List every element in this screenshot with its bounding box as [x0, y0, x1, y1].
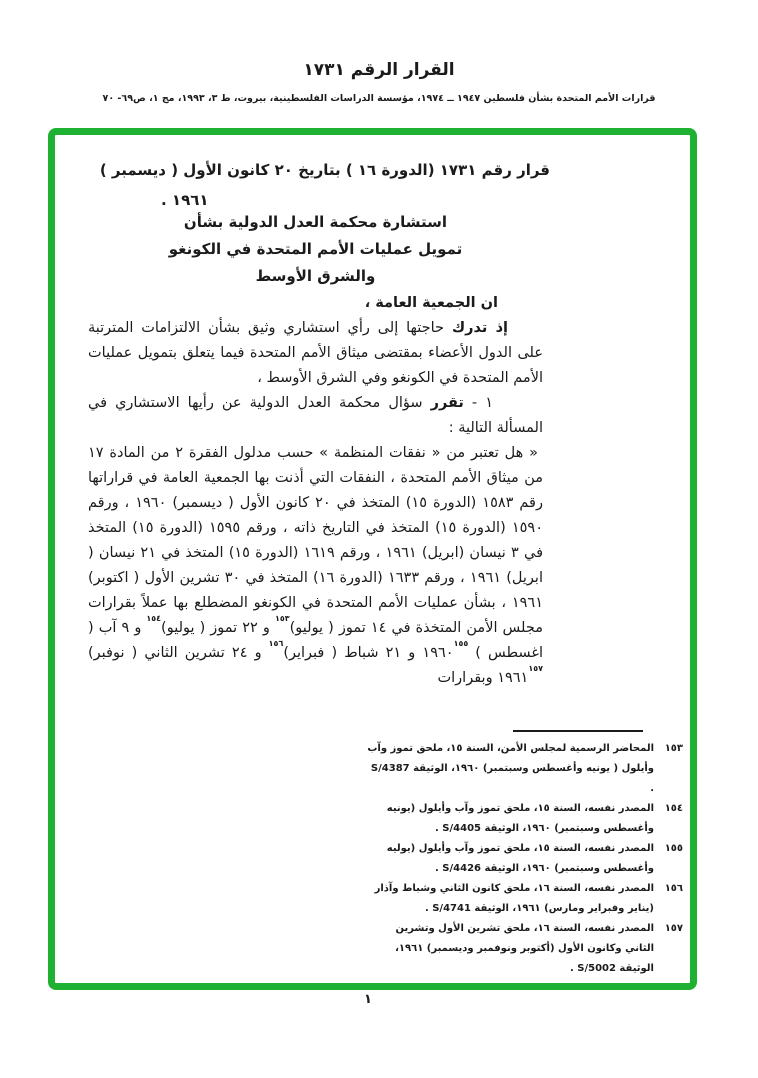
resolution-heading	[99, 157, 550, 213]
footnote-separator-rule	[513, 730, 643, 732]
preamble-lead: إذ تدرك	[451, 320, 508, 336]
footnote-ref: ١٥٤	[146, 614, 162, 624]
footnote-number: ١٥٥	[664, 843, 683, 854]
footnote-number: ١٥٤	[664, 803, 683, 814]
footnote-number: ١٥٧	[664, 923, 683, 934]
operative-paragraph-1	[88, 391, 543, 441]
question-paragraph: « هل تعتبر من « نفقات المنظمة » حسب مدلول الفقرة ٢ من المادة ١٧ من ميثاق الأمم المتحدة ، النفقات التي أذنت بها الجمعية العامة في قراراتها رقم ١٥٨٣ (الدورة ١٥) المتخذ في ٢٠ كانون الأول ( ديسمبر) ١٩٦٠ ، ورقم ١٥٩٠ (الدورة ١٥) المتخذ في التاريخ ذاته ، ورقم ١٥٩٥ (الدورة ١٥) المتخذ في ٣ نيسان (ابريل) ١٩٦١ ، ورقم ١٦١٩ (الدورة ١٥) المتخذ في ٢١ نيسان ( ابريل) ١٩٦١ ، ورقم ١٦٣٣ (الدورة ١٦) المتخذ في ٣٠ تشرين الأول ( اكتوبر) ١٩٦١ ، بشأن عمليات الأمم المتحدة في الكونغو المضطلع بها عملاً بقرارات مجلس الأمن المتخذة في ١٤ تموز ( يوليو)$^{١٥٣}$ و ٢٢ تموز ( يوليو)$^{١٥٤}$ و ٩ آب ( اغسطس ) ١٩٦٠$^{١٥٥}$ و ٢١ شباط ( فبراير)$^{١٥٦}$ و ٢٤ تشرين الثاني ( نوفبر) ١٩٦١$^{١٥٧}$ وبقرارات	[88, 445, 543, 686]
footnotes-list	[365, 739, 683, 979]
resolution-heading-line1: قرار رقم ١٧٣١ (الدورة ١٦ ) بتاريخ ٢٠ كانون الأول ( ديسمبر )	[99, 161, 550, 179]
footnote-text: المصدر نفسه، السنة ١٦، ملحق كانون الثاني وشباط وآذار (يناير وفبراير ومارس) ١٩٦١، الوثيقة S/4741 .	[374, 883, 654, 914]
document-title: القرار الرقم ١٧٣١	[303, 60, 455, 80]
source-citation: قرارات الأمم المتحدة بشأن فلسطين ١٩٤٧ ــ ١٩٧٤، مؤسسة الدراسات الفلسطينية، بيروت، ط ٣، ١٩٩٣، مج ١، ص٦٩- ٧٠	[102, 93, 656, 104]
resolution-body	[88, 291, 543, 691]
operative-lead: تقرر	[430, 395, 464, 411]
footnote-row	[365, 739, 683, 799]
footnote-row	[365, 879, 683, 919]
footnote-text: المصدر نفسه، السنة ١٥، ملحق تموز وآب وأيلول (يوليه وأغسطس وسبتمبر) ١٩٦٠، الوثيقة S/4426 .	[386, 843, 654, 874]
footnote-row	[365, 799, 683, 839]
footnote-number: ١٥٦	[664, 883, 683, 894]
footnote-text: المحاضر الرسمية لمجلس الأمن، السنة ١٥، ملحق تموز وآب وأيلول ( يونيه وأغسطس وسبتمبر) ١٩٦٠، الوثيقة S/4387 .	[367, 743, 654, 794]
footnote-number: ١٥٣	[664, 743, 683, 754]
preamble-text: حاجتها إلى رأي استشاري وثيق بشأن الالتزامات المترتبة على الدول الأعضاء بمقتضى ميثاق الأمم المتحدة فيما يتعلق بتمويل عمليات الأمم المتحدة في الكونغو وفي الشرق الأوسط ،	[88, 320, 543, 386]
footnote-ref: ١٥٧	[528, 664, 543, 674]
footnote-text: المصدر نفسه، السنة ١٥، ملحق تموز وآب وأيلول (يونيه وأغسطس وسبتمبر) ١٩٦٠، الوثيقة S/4405 .	[386, 803, 654, 834]
footnote-ref: ١٥٣	[274, 614, 290, 624]
footnote-row	[365, 919, 683, 979]
subtitle-line: والشرق الأوسط	[255, 267, 376, 285]
resolution-border-box	[48, 128, 697, 990]
footnote-row	[365, 839, 683, 879]
operative-text: سؤال محكمة العدل الدولية عن رأيها الاستشاري في المسألة التالية :	[88, 395, 543, 436]
footnote-ref: ١٥٦	[268, 639, 284, 649]
subtitle-line: تمويل عمليات الأمم المتحدة في الكونغو	[168, 240, 463, 258]
subtitle-line: استشارة محكمة العدل الدولية بشأن	[183, 213, 448, 231]
preamble-paragraph	[88, 316, 543, 391]
resolution-heading-line2: ١٩٦١ .	[161, 191, 209, 209]
resolution-subtitle	[88, 209, 543, 290]
footnote-ref: ١٥٥	[453, 639, 469, 649]
operative-number: ١ -	[463, 395, 493, 411]
page-number: ١	[364, 992, 372, 1007]
footnote-text: المصدر نفسه، السنة ١٦، ملحق تشرين الأول وتشرين الثاني وكانون الأول (أكتوبر ونوفمبر وديسمبر) ١٩٦١، الوثيقة S/5002 .	[395, 923, 654, 974]
opening-clause: ان الجمعية العامة ،	[364, 295, 498, 311]
